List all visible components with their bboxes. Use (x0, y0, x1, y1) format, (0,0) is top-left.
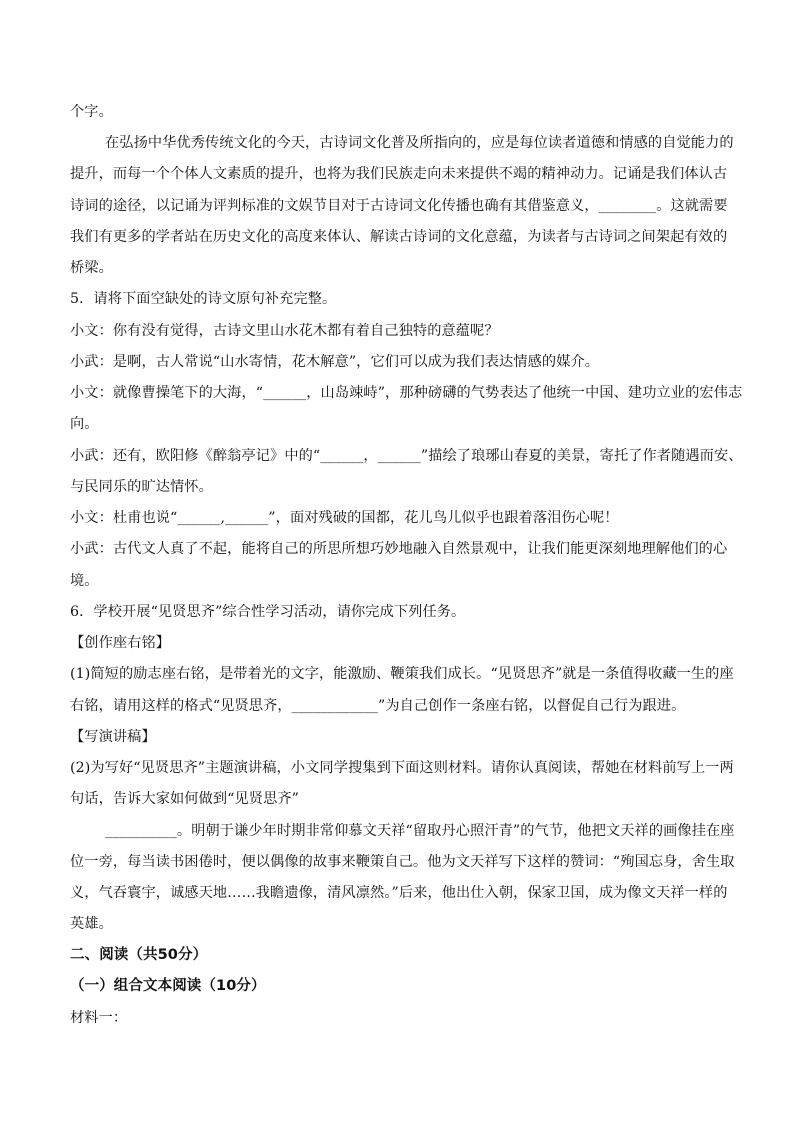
section-heading-reading: 二、阅读（共50分） (70, 947, 208, 963)
question-6: 6．学校开展“见贤思齐”综合性学习活动，请你完成下列任务。 (70, 604, 466, 620)
text-line: 个字。 (70, 104, 113, 120)
text-line: 与民同乐的旷达情怀。 (70, 479, 213, 495)
dialogue-line: 小武：是啊，古人常说“山水寄情，花木解意”，它们可以成为我们表达情感的媒介。 (70, 354, 600, 370)
text-line: 境。 (70, 573, 99, 589)
text-line: 英雄。 (70, 916, 113, 932)
task-2: (2)为写好“见贤思齐”主题演讲稿，小文同学搜集到下面这则材料。请你认真阅读，帮她在材料前写上一两 (70, 760, 734, 776)
question-5: 5．请将下面空缺处的诗文原句补充完整。 (70, 291, 337, 307)
text-line: 右铭，请用这样的格式“见贤思齐，____________”为自己创作一条座右铭，以督促自己行为跟进。 (70, 698, 686, 714)
text-line: 我们有更多的学者站在历史文化的高度来体认、解读古诗词的文化意蕴，为读者与古诗词之间架起有效的 (70, 229, 728, 245)
section-label-speech: 【写演讲稿】 (70, 729, 156, 745)
dialogue-line: 小文：杜甫也说“______,______”，面对残破的国都，花儿鸟儿似乎也跟着落泪伤心呢！ (70, 510, 619, 526)
task-1: (1)简短的励志座右铭，是带着光的文字，能激励、鞭策我们成长。“见贤思齐”就是一条值得收藏一生的座 (70, 666, 734, 682)
text-line: 句话，告诉大家如何做到“见贤思齐” (70, 791, 300, 807)
section-label-motto: 【创作座右铭】 (70, 635, 171, 651)
text-line: 向。 (70, 416, 99, 432)
paragraph-start: 在弘扬中华优秀传统文化的今天，古诗词文化普及所指向的，应是每位读者道德和情感的自觉能力的 (105, 135, 734, 151)
dialogue-line: 小文：就像曹操笔下的大海，“______，山岛竦峙”，那种磅礴的气势表达了他统一中国、建功立业的宏伟志 (70, 385, 743, 401)
dialogue-line: 小武：还有，欧阳修《醉翁亭记》中的“______，______”描绘了琅琊山春夏的美景，寄托了作者随遇而安、 (70, 448, 743, 464)
dialogue-line: 小文：你有没有觉得，古诗文里山水花木都有着自己独特的意蕴呢？ (70, 323, 499, 339)
material-label: 材料一： (70, 1010, 128, 1026)
text-line: 桥梁。 (70, 260, 113, 276)
text-line: 提升，而每一个个体人文素质的提升，也将为我们民族走向未来提供不竭的精神动力。记诵是我们体认古 (70, 166, 728, 182)
dialogue-line: 小武：古代文人真了不起，能将自己的所思所想巧妙地融入自然景观中，让我们能更深刻地理解他们的心 (70, 541, 728, 557)
subsection-heading: （一）组合文本阅读（10分） (70, 978, 266, 994)
text-line: 义，气吞寰宇，诚感天地……我瞻遗像，清风凛然。”后来，他出仕入朝，保家卫国，成为像文天祥一样的 (70, 885, 728, 901)
text-line: 诗词的途径，以记诵为评判标准的文娱节目对于古诗词文化传播也确有其借鉴意义，________。这就需要 (70, 198, 728, 214)
paragraph-start: __________。明朝于谦少年时期非常仰慕文天祥“留取丹心照汗青”的气节，他把文天祥的画像挂在座 (105, 823, 735, 839)
text-line: 位一旁，每当读书困倦时，便以偶像的故事来鞭策自己。他为文天祥写下这样的赞词：“殉国忘身，舍生取 (70, 854, 735, 870)
